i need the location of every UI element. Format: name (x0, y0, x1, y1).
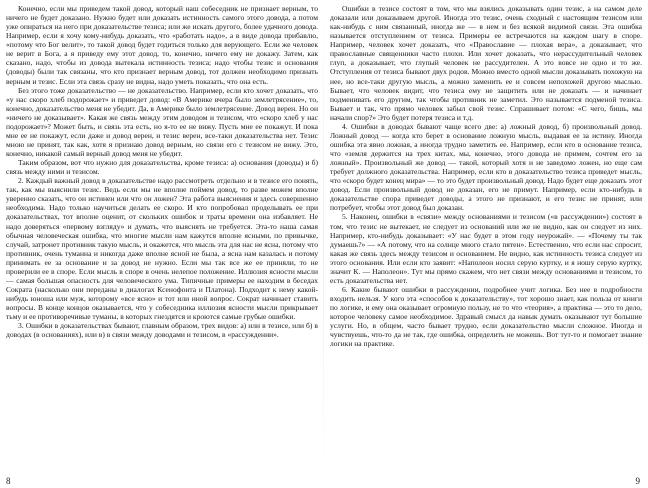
paragraph: Без этого тоже доказательство — не доказательство. Например, если кто хочет доказать, что «у нас скоро хлеб подорожает» и приведет довод: «В Америке вчера было землетрясение», то, конечно, доказательство меня не убедит. Да, в Америке было землетрясение. Довод верен. Но он «ничего не доказывает». Какая же связь между этим доводом и тезисом, что «скоро хлеб у нас подорожает»? Может быть, и связь эта есть, но я-то ее не вижу. Пусть мне ее покажут. И пока мне ее не покажут, если даже и довод верен, и тезис верен, все-таки доказательства нет. Тезис мною не принят, так как, хотя я признаю довод верным, но связи его с тезисом не вижу. Это, конечно, никакой самый верный довод меня не убедит. (6, 85, 318, 158)
right-page-text (330, 4, 642, 348)
paragraph: Таким образом, вот что нужно для доказательства, кроме тезиса: а) основания (доводы) и б) связь между ними и тезисом. (6, 158, 318, 177)
left-page-number: 8 (6, 476, 11, 486)
right-page-number: 9 (635, 476, 640, 486)
paragraph: Ошибки в тезисе состоят в том, что мы взялись доказывать один тезис, а на самом деле доказали или доказываем другой. Иногда это тезис, очень сходный с настоящим тезисом или как-нибудь с ним связанный, иногда же — в нем и без всякой видимой связи. Эта ошибка называется отступлением от тезиса. Примеры ее встречаются на каждом шагу в споре. Например, человек хочет доказать, что «Православие — плохая вера», а доказывает, что православные священники часто плохи. Или хочет доказать, что нерассудительный человек глуп, а доказывает, что глупый человек не рассудителен. А это вовсе не одно и то же. Отступления от тезиса бывают двух родов. Можно вместо одной мысли доказывать похожую на нее, но все-таки другую мысль, а можно заменить ее и совсем непохожей другою мыслью. Бывает, что человек видит, что тезиса ему не защитить или не доказать — и начинает подменивать его другим, так чтобы противник не заметил. Это называется подменой тезиса. Бывает и так, что прямо человек забыл свой тезис. Спрашивает потом: «С чего, бишь, мы начали спор?» Это будет потеря тезиса и т.д. (330, 4, 642, 122)
right-page (330, 4, 642, 476)
paragraph: 5. Наконец, ошибки в «связи» между основаниями и тезисом («в рассуждении») состоят в том, что тезис не вытекает, не следует из оснований или же не видно, как он следует из них. Например, кто-нибудь доказывает: «У нас будет в этом году неурожай». — «Почему ты так думаешь?» — «А потому, что на солнце много стало пятен». Естественно, что если нас спросит, какая же связь здесь между тезисом и основанием. Не видно, как истинность тезиса следует из этого основания. Или если кто заявит: «Наполеон носил серую куртку, и я ношу серую куртку, значит К. — Наполеон». Тут мы прямо скажем, что нет связи между основаниями и тезисом, то есть доказательства нет. (330, 212, 642, 285)
left-page (6, 4, 318, 476)
paragraph: 6. Какие бывают ошибки в рассуждении, подробнее учит логика. Без нее в подробности входить нельзя. У кого эта «способов к доказательству», тот хорошо знает, как польза от книги по логике, и ему она оказывает огромную пользу, не то что «теория», а практика — это то дело, которое человеку самое необходимое. Здравый смысл да навык думать оказывают тут большие услуги. Но, в общем, часто бывает трудно, если доказательство мысли сложное. Иногда и чувствуешь, что-то да не так, где ошибка, определить не можешь. Вот тут-то и помогает знание логики на практике. (330, 284, 642, 349)
paragraph: 3. Ошибки в доказательствах бывают, главным образом, трех видов: а) или в тезисе, или б) в доводах (в основаниях), или в) в связи между доводами и тезисом, в «рассуждении». (6, 321, 318, 340)
book-gutter (323, 0, 324, 488)
paragraph: 2. Каждый важный довод в доказательстве надо рассмотреть отдельно и в тезисе его понять, так, как мы выяснили тезис. Ведь если мы не вполне поймем довод, то разве можем вполне уверенно сказать, что он истинен или что он ложен? Эта работа выяснения и здесь совершенно необходима. Надо только научиться делать ее скоро. И кто попробовал проделывать ее при доказательствах, тот вполне оценит, от скольких ошибок и траты времени она избавляет. Не надо доверяться «первому взгляду» и думать, что выяснять не требуется. Эта-то наша самая обычная человеческая ошибка, что многие мысли нам кажутся вполне ясными, по привычке, случай, затронет противник такую мысль, и окажется, что мысль эта для нас не ясна, потому что противник, очень туманна и никогда даже вполне ясной не была, а ясна нам казалась и потому принимать ее за основание и за довод не нужно. Если мы так все же ее приняли, то не проверили ее в споре. Если мысль в споре в очень нелепое положение. Иллюзия ясности мысли — самая большая опасность для человеческого ума. Типичные примеры ее находим в беседах Сократа (насколько они переданы в диалогах Ксенофонта и Платона). Подходит к нему какой-нибудь юноша или муж, которому «все ясно» и тот или иной вопрос. Сократ начинает ставить вопросы. В конце концов оказывается, что у собеседника иллюзия ясности мысли прикрывает тьму и ее противоречивые туманы, в которых гнездятся и кроются самые грубые ошибки. (6, 176, 318, 322)
paragraph: 4. Ошибки в доводах бывают чаще всего две: а) ложный довод, б) произвольный довод. Ложный довод — когда кто берет в основание ложную мысль, выдавая ее за истину. Иногда ошибка эта явно ложная, а иногда трудно заметить ее. Например, если кто в основание тезиса, что «земля держится на трех китах, мы, конечно, этого довода не примем, сочтем его за ложный». Произвольный же довод — такой, который хотя и не заведомо ложен, но еще сам требует должного доказательства. Например, если кто в доказательство тезиса приведет мысль, что «скоро будет конец мира» — то это будет произвольный довод. Надо будет еще доказать этот довод. Если произвольный довод не доказан, его не примут. Например, если кто-нибудь в доказательстве спора приведет доводы, а этого не признают, и его тезис не принят, или потребует, чтобы этот довод был доказан. (330, 121, 642, 213)
paragraph: Конечно, если мы приведем такой довод, который наш собеседник не признает верным, то ничего не будет доказано. Нужно будет или доказать истинность самого этого довода, а потом уже опираться на него при доказательстве тезиса; или же искать другого, более удачного довода. Например, если я хочу кому-нибудь доказать, что «работать надо», а в виде довода прибавлю, «потому что Бог велит», то такой довод будет годиться только для верующего. Если же человек не верит в Бога, а я приведу ему этот довод, то, конечно, ничего ему не докажу. Затем, как сказано, надо, чтобы из довода вытекала истинность тезиса; надо чтобы тезис и основания (доводы) были так связаны, что кто признает верным довод, тот должен необходимо признать верным и тезис. Если эта связь сразу не видна, надо уметь показать, что она есть. (6, 4, 318, 86)
left-page-text (6, 4, 318, 339)
